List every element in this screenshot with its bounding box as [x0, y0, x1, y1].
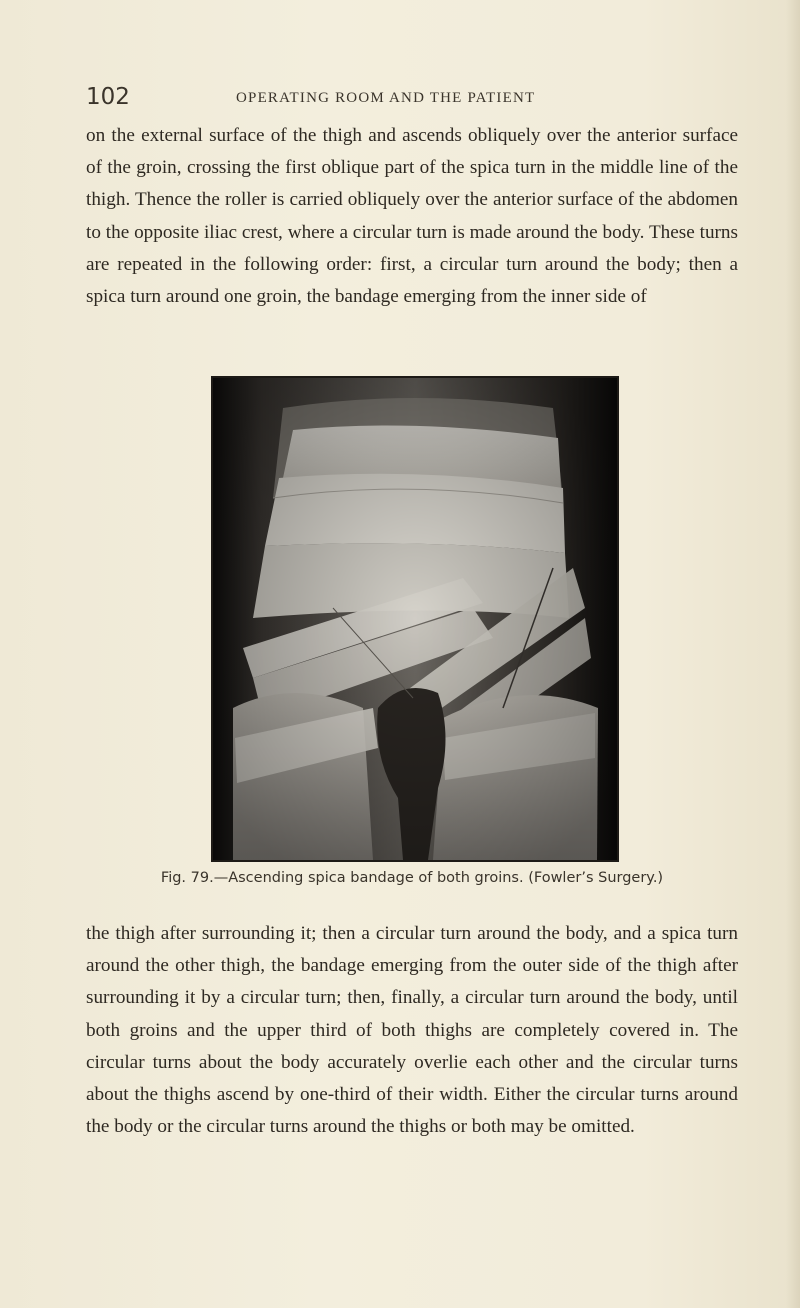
figure-photograph: [211, 376, 619, 862]
running-head: [86, 84, 726, 114]
bandage-photograph: [213, 378, 617, 860]
figure-caption: [86, 870, 738, 886]
body-paragraph-top: on the external surface of the thigh and ascends obliquely over the anterior surface of the groin, crossing the first oblique part of the spica turn in the middle line of the thigh. Thence the roller is carried obliquely over the anterior surface of the abdomen to the opposite iliac crest, where a circular turn is made around the body. These turns are repeated in the following order: first, a circular turn around the body; then a spica turn around one groin, the bandage emerging from the inner side of: [86, 125, 738, 308]
body-paragraph-bottom: the thigh after surrounding it; then a circular turn around the body, and a spica turn around the other thigh, the bandage emerging from the outer side of the thigh after surrounding it by a circular turn; then, finally, a circular turn around the body, until both groins and the upper third of both thighs are completely covered in. The circular turns about the body accurately overlie each other and the circular turns about the thighs ascend by one-third of their width. Either the circular turns around the body or the circular turns around the thighs or both may be omitted.: [86, 923, 738, 1138]
running-title: OPERATING ROOM AND THE PATIENT: [236, 90, 536, 106]
figure-caption-source: (Fowler’s Surgery.): [528, 870, 664, 886]
figure-caption-text: —Ascending spica bandage of both groins.: [213, 870, 524, 886]
page-number: 102: [86, 84, 130, 110]
figure-label: Fig. 79.: [160, 870, 214, 886]
page-edge-shadow: [786, 0, 800, 1308]
